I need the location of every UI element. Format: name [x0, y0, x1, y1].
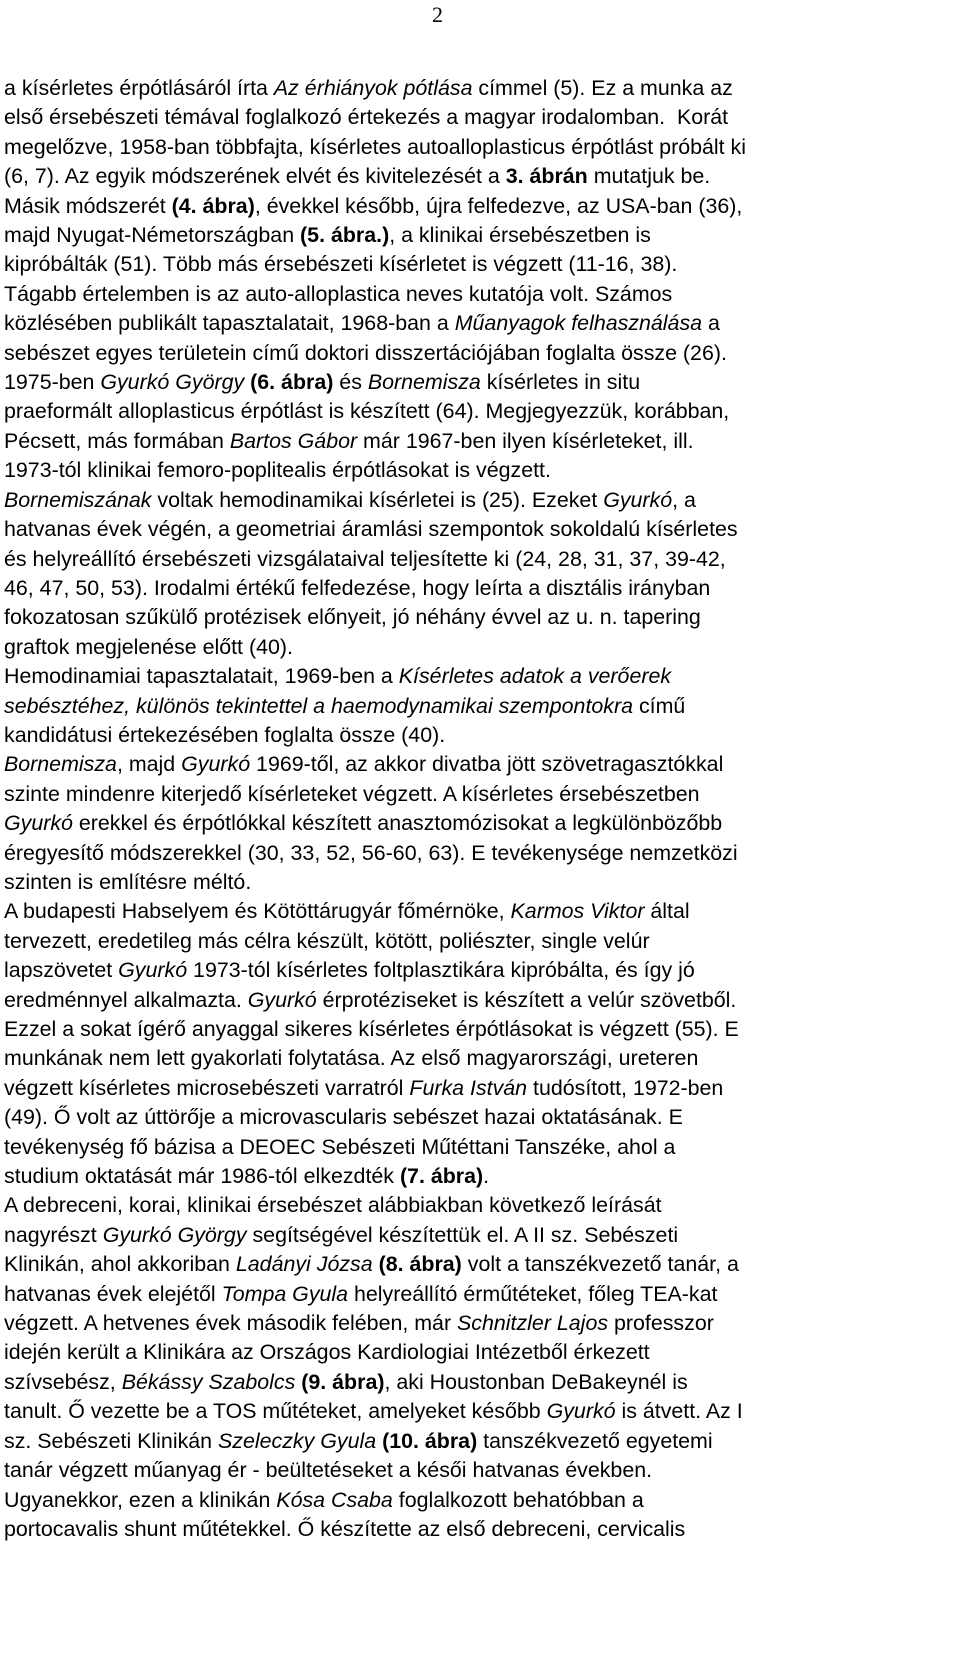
text-run: első érsebészeti témával foglalkozó értekezés a magyar irodalomban. Korát — [4, 105, 729, 130]
text-line — [4, 1015, 956, 1044]
italic-text-run: Bornemisza — [4, 752, 117, 777]
text-run: 1973-tól klinikai femoro-poplitealis érpótlásokat is végzett. — [4, 458, 551, 483]
text-run: (6, 7). Az egyik módszerének elvét és kivitelezését a — [4, 164, 506, 189]
text-line — [4, 927, 956, 956]
text-line — [4, 956, 956, 985]
text-line — [4, 1338, 956, 1367]
italic-text-run: Kísérletes adatok a verőerek — [398, 664, 672, 689]
italic-text-run: Karmos Viktor — [510, 899, 645, 924]
text-run: 1975-ben — [4, 370, 101, 395]
text-line — [4, 309, 956, 338]
bold-text-run: (8. ábra) — [378, 1252, 462, 1277]
text-line — [4, 809, 956, 838]
text-line — [4, 1191, 956, 1220]
text-line — [4, 1280, 956, 1309]
italic-text-run: Békássy Szabolcs — [121, 1369, 296, 1394]
text-line — [4, 456, 956, 485]
text-line — [4, 397, 956, 426]
text-line — [4, 1250, 956, 1279]
text-line — [4, 1103, 956, 1132]
text-run: 1973-tól kísérletes foltplasztikára kipróbálta, és így jó — [187, 958, 695, 983]
bold-text-run: (7. ábra) — [399, 1164, 484, 1189]
italic-text-run: Bornemisza — [367, 370, 481, 395]
text-run: tevékenység fő bázisa a DEOEC Sebészeti Műtéttani Tanszéke, ahol a — [4, 1134, 676, 1159]
text-run: hatvanas évek végén, a geometriai áramlási szempontok sokoldalú kísérletes — [4, 517, 738, 542]
bold-text-run: (6. ábra) — [250, 370, 334, 395]
text-line — [4, 633, 956, 662]
text-line — [4, 515, 956, 544]
text-run: tanár végzett műanyag ér - beültetéseket a késői hatvanas években. — [4, 1458, 653, 1483]
text-line — [4, 368, 956, 397]
text-run: , majd — [116, 752, 182, 777]
text-run: Ezzel a sokat ígérő anyaggal sikeres kísérletes érpótlásokat is végzett (55). E — [4, 1017, 739, 1041]
text-run: már 1967-ben ilyen kísérleteket, ill. — [357, 428, 694, 453]
bold-text-run: (10. ábra) — [382, 1428, 478, 1453]
italic-text-run: Az érhiányok pótlása — [273, 76, 473, 100]
text-run: mutatjuk be. — [587, 164, 711, 189]
text-line — [4, 427, 956, 456]
text-line — [4, 662, 956, 691]
bold-text-run: (5. ábra.) — [300, 223, 390, 248]
text-run: szinten is említésre méltó. — [4, 869, 252, 894]
page-number: 2 — [432, 2, 443, 27]
text-line — [4, 692, 956, 721]
text-line — [4, 339, 956, 368]
text-run: által — [644, 899, 690, 924]
text-run: tudósított, 1972-ben — [527, 1075, 724, 1100]
text-line — [4, 868, 956, 897]
text-run: tervezett, eredetileg más célra készült, kötött, poliészter, single velúr — [4, 928, 650, 953]
text-run: munkának nem lett gyakorlati folytatása. Az első magyarországi, ureteren — [4, 1046, 699, 1071]
text-run: , évekkel később, újra felfedezve, az USA-ban (36), — [254, 193, 743, 218]
text-line — [4, 1397, 956, 1426]
italic-text-run: Gyurkó — [118, 958, 188, 983]
bold-text-run: (9. ábra) — [301, 1369, 385, 1394]
text-run: kipróbálták (51). Több más érsebészeti kísérletet is végzett (11-16, 38). — [4, 252, 678, 277]
text-line — [4, 192, 956, 221]
text-line — [4, 1044, 956, 1073]
text-run: portocavalis shunt műtétekkel. Ő készítette az első debreceni, cervicalis — [4, 1516, 686, 1541]
text-run: , aki Houstonban DeBakeynél is — [384, 1369, 688, 1394]
italic-text-run: Gyurkó — [181, 752, 251, 777]
text-run: 46, 47, 50, 53). Irodalmi értékű felfedezése, hogy leírta a disztális irányban — [4, 575, 711, 600]
text-line — [4, 162, 956, 191]
text-run: Ugyanekkor, ezen a klinikán — [4, 1487, 277, 1512]
text-run: közlésében publikált tapasztalatait, 1968-ban a — [4, 311, 455, 336]
text-line — [4, 721, 956, 750]
text-run: érprotéziseket is készített a velúr szövetből. — [316, 987, 737, 1012]
text-run: Hemodinamiai tapasztalatait, 1969-ben a — [4, 664, 399, 689]
text-line — [4, 1368, 956, 1397]
text-line — [4, 1456, 956, 1485]
text-line — [4, 839, 956, 868]
text-run: Tágabb értelemben is az auto-alloplastica neves kutatója volt. Számos — [4, 281, 673, 306]
text-run: lapszövetet — [4, 958, 119, 983]
text-run: szívsebész, — [4, 1369, 122, 1394]
text-run: graftok megjelenése előtt (40). — [4, 634, 293, 659]
text-run: 1969-től, az akkor divatba jött szövetragasztókkal — [250, 752, 724, 777]
text-line — [4, 1309, 956, 1338]
italic-text-run: sebésztéhez, különös tekintettel a haemodynamikai szempontokra — [4, 693, 633, 718]
text-run: , a klinikai érsebészetben is — [389, 223, 651, 248]
text-run: sebészet egyes területein című doktori disszertációjában foglalta össze (26). — [4, 340, 727, 365]
text-run: foglalkozott behatóbban a — [392, 1487, 644, 1512]
text-line — [4, 103, 956, 132]
italic-text-run: Bartos Gábor — [229, 428, 358, 453]
text-line — [4, 1486, 956, 1515]
italic-text-run: Tompa Gyula — [221, 1281, 349, 1306]
bold-text-run: 3. ábrán — [505, 164, 588, 189]
text-run: Pécsett, más formában — [4, 428, 230, 453]
text-run: végzett kísérletes microsebészeti varratról — [4, 1075, 410, 1100]
bold-text-run: (4. ábra) — [171, 193, 255, 218]
text-run: studium oktatását már 1986-tól elkezdték — [4, 1164, 400, 1189]
text-run: címmel (5). Ez a munka az — [472, 76, 733, 100]
text-run: végzett. A hetvenes évek második felében, már — [4, 1311, 458, 1336]
italic-text-run: Gyurkó — [247, 987, 317, 1012]
text-run: tanult. Ő vezette be a TOS műtéteket, amelyeket később — [4, 1399, 547, 1424]
text-line — [4, 897, 956, 926]
italic-text-run: Gyurkó György — [100, 370, 245, 395]
text-run: nagyrészt — [4, 1222, 103, 1247]
text-line — [4, 780, 956, 809]
text-run: sz. Sebészeti Klinikán — [4, 1428, 219, 1453]
text-line — [4, 486, 956, 515]
text-run: erekkel és érpótlókkal készített anasztomózisokat a legkülönbözőbb — [72, 811, 723, 836]
text-run: (49). Ő volt az úttörője a microvascularis sebészet hazai oktatásának. E — [4, 1105, 683, 1130]
text-run: is átvett. Az I — [615, 1399, 743, 1424]
text-run: idején került a Klinikára az Országos Kardiologiai Intézetből érkezett — [4, 1340, 650, 1365]
text-line — [4, 1515, 956, 1544]
italic-text-run: Gyurkó — [546, 1399, 616, 1424]
text-line — [4, 1074, 956, 1103]
text-line — [4, 221, 956, 250]
italic-text-run: Gyurkó — [603, 487, 673, 512]
italic-text-run: Kósa Csaba — [276, 1487, 393, 1512]
text-run: eredménnyel alkalmazta. — [4, 987, 248, 1012]
text-run: helyreállító érműtéteket, főleg TEA-kat — [348, 1281, 718, 1306]
text-run: tanszékvezető egyetemi — [477, 1428, 713, 1453]
text-run: kandidátusi értekezésében foglalta össze (40). — [4, 722, 446, 747]
text-line — [4, 1162, 956, 1191]
text-run: A budapesti Habselyem és Kötöttárugyár főmérnöke, — [4, 899, 511, 924]
text-run: volt a tanszékvezető tanár, a — [461, 1252, 739, 1277]
text-run: praeformált alloplasticus érpótlást is készített (64). Megjegyezzük, korábban, — [4, 399, 730, 424]
italic-text-run: Ladányi Józsa — [235, 1252, 373, 1277]
text-run: hatvanas évek elejétől — [4, 1281, 222, 1306]
text-run: megelőzve, 1958-ban többfajta, kísérletes autoalloplasticus érpótlást próbált ki — [4, 134, 746, 159]
italic-text-run: Szeleczky Gyula — [218, 1428, 377, 1453]
italic-text-run: Gyurkó — [4, 811, 73, 836]
text-line — [4, 545, 956, 574]
text-line — [4, 750, 956, 779]
italic-text-run: Furka István — [409, 1075, 528, 1100]
text-run: a kísérletes érpótlásáról írta — [4, 76, 274, 100]
body-text — [4, 74, 956, 1544]
italic-text-run: Bornemiszának — [4, 487, 152, 512]
text-line — [4, 74, 956, 103]
text-run: Másik módszerét — [4, 193, 172, 218]
text-run: kísérletes in situ — [480, 370, 641, 395]
text-line — [4, 133, 956, 162]
text-run: fokozatosan szűkülő protézisek előnyeit, jó néhány évvel az u. n. tapering — [4, 605, 701, 630]
italic-text-run: Schnitzler Lajos — [457, 1311, 609, 1336]
text-run: A debreceni, korai, klinikai érsebészet alábbiakban következő leírását — [4, 1193, 662, 1218]
text-run: voltak hemodinamikai kísérletei is (25). Ezeket — [151, 487, 604, 512]
text-run: segítségével készítettük el. A II sz. Sebészeti — [246, 1222, 679, 1247]
text-run: című — [633, 693, 686, 718]
text-line — [4, 1221, 956, 1250]
italic-text-run: Gyurkó György — [102, 1222, 247, 1247]
text-line — [4, 280, 956, 309]
text-line — [4, 574, 956, 603]
text-run: és helyreállító érsebészeti vizsgálataival teljesítette ki (24, 28, 31, 37, 39-42, — [4, 546, 726, 571]
text-line — [4, 986, 956, 1015]
text-run: és — [333, 370, 368, 395]
text-run: szinte mindenre kiterjedő kísérleteket végzett. A kísérletes érsebészetben — [4, 781, 700, 806]
text-line — [4, 250, 956, 279]
text-run: Klinikán, ahol akkoriban — [4, 1252, 236, 1277]
text-run: . — [483, 1164, 490, 1189]
text-run: , a — [672, 487, 696, 512]
italic-text-run: Műanyagok felhasználása — [454, 311, 703, 336]
text-run: professzor — [608, 1311, 714, 1336]
text-run: majd Nyugat-Németországban — [4, 223, 301, 248]
text-run: éregyesítő módszerekkel (30, 33, 52, 56-60, 63). E tevékenysége nemzetközi — [4, 840, 738, 865]
text-line — [4, 1427, 956, 1456]
text-run: a — [702, 311, 720, 336]
text-line — [4, 1133, 956, 1162]
text-line — [4, 603, 956, 632]
